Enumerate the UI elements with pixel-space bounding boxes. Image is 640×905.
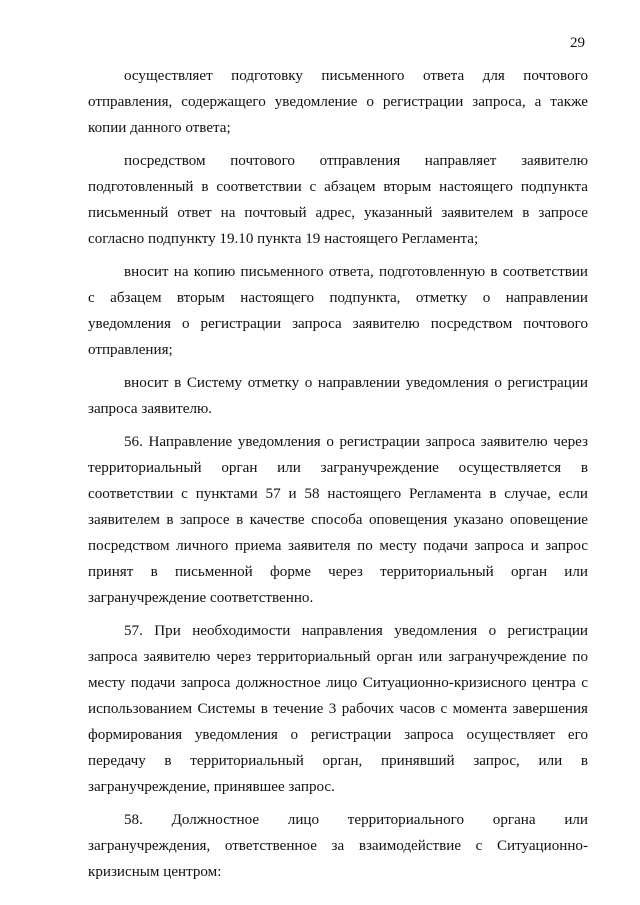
paragraph-mark-copy: вносит на копию письменного ответа, подготовленную в соответствии с абзацем вторым настоящего подпункта, отметку о направлении уведомления о регистрации запроса заявителю посредством почтового отправления; xyxy=(88,264,588,358)
paragraph-send-by-post: посредством почтового отправления направляет заявителю подготовленный в соответствии с абзацем вторым настоящего подпункта письменный ответ на почтовый адрес, указанный заявителем в запросе согласно подпункту 19.10 пункта 19 настоящего Регламента; xyxy=(88,153,588,247)
paragraph-mark-system: вносит в Систему отметку о направлении уведомления о регистрации запроса заявителю. xyxy=(88,375,588,417)
paragraph-prepare-reply: осуществляет подготовку письменного ответа для почтового отправления, содержащего уведомление о регистрации запроса, а также копии данного ответа; xyxy=(88,68,588,136)
paragraph-item-56: 56. Направление уведомления о регистрации запроса заявителю через территориальный орган или загранучреждение осуществляется в соответствии с пунктами 57 и 58 настоящего Регламента в случае, если заявителем в запросе в качестве способа оповещения указано оповещение посредством личного приема заявителя по месту подачи запроса и запрос принят в письменной форме через территориальный орган или загранучреждение соответственно. xyxy=(88,434,588,606)
paragraph-item-58: 58. Должностное лицо территориального органа или загранучреждения, ответственное за взаимодействие с Ситуационно-кризисным центром: xyxy=(88,812,588,880)
document-body xyxy=(88,63,588,892)
paragraph-item-57: 57. При необходимости направления уведомления о регистрации запроса заявителю через территориальный орган или загранучреждение по месту подачи запроса должностное лицо Ситуационно-кризисного центра с использованием Системы в течение 3 рабочих часов с момента завершения формирования уведомления о регистрации запроса осуществляет его передачу в территориальный орган, принявший запрос, или в загранучреждение, принявшее запрос. xyxy=(88,623,588,795)
page-number: 29 xyxy=(570,35,585,51)
